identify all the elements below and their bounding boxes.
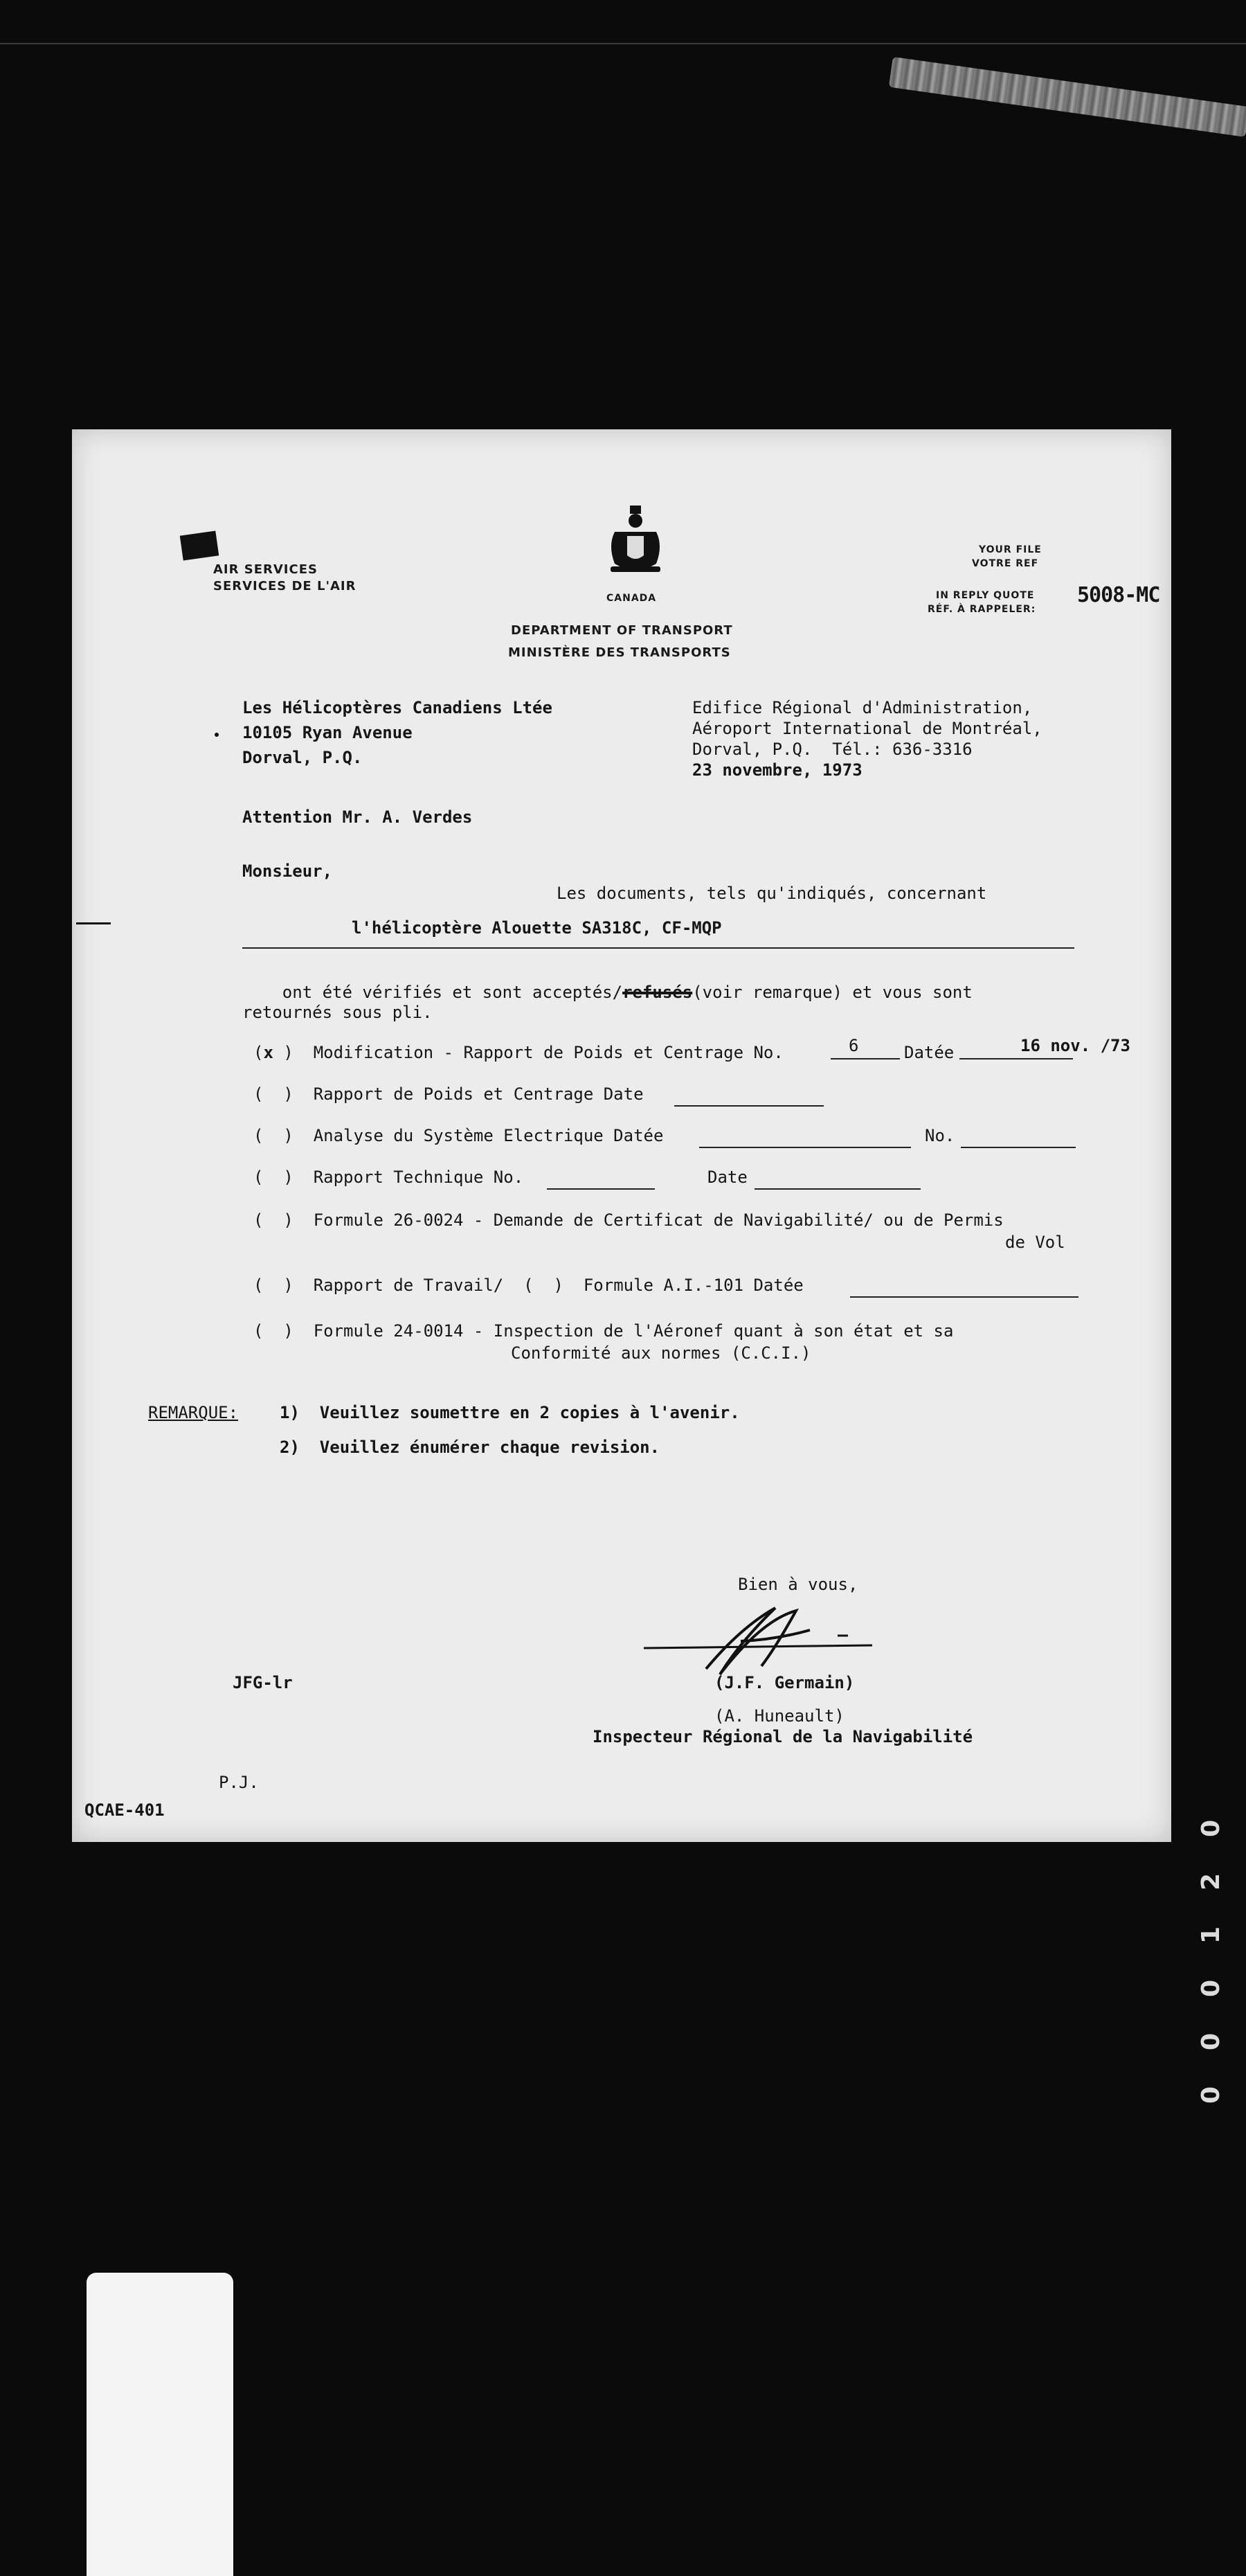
item-1-check[interactable]: x (263, 1043, 273, 1062)
item-1-number: 6 (849, 1036, 859, 1055)
item-7-text: Formule 24-0014 - Inspection de l'Aéronef quant à son état et sa (313, 1321, 954, 1341)
recipient-line-3: Dorval, P.Q. (242, 748, 363, 767)
item-2-rule (674, 1105, 824, 1107)
item-1-date-rule (959, 1058, 1073, 1059)
aircraft-rule (242, 947, 1074, 949)
air-services-label: AIR SERVICES (213, 562, 318, 577)
item-3: ( ) Analyse du Système Electrique Datée (253, 1126, 664, 1145)
signer-name: (J.F. Germain) (714, 1673, 855, 1692)
item-2: ( ) Rapport de Poids et Centrage Date (253, 1084, 644, 1104)
stamp-digit-2: 2 (1197, 1872, 1226, 1891)
recipient-line-1: Les Hélicoptères Canadiens Ltée (242, 698, 552, 717)
body-line-1-a: ont été vérifiés et sont acceptés/ (282, 982, 623, 1002)
recipient-line-2: 10105 Ryan Avenue (242, 723, 413, 742)
aircraft-line: l'hélicoptère Alouette SA318C, CF-MQP (352, 918, 722, 938)
item-3-text: Analyse du Système Electrique Datée (313, 1126, 664, 1145)
item-7: ( ) Formule 24-0014 - Inspection de l'Aéronef quant à son état et sa (253, 1321, 954, 1341)
stamp-digit-4: 0 (1197, 1979, 1226, 1998)
stamp-digit-1: 0 (1197, 1819, 1226, 1838)
sender-line-2: Aéroport International de Montréal, (692, 719, 1042, 738)
item-2-text: Rapport de Poids et Centrage Date (313, 1084, 644, 1104)
department-fr: MINISTÈRE DES TRANSPORTS (508, 645, 731, 660)
item-5: ( ) Formule 26-0024 - Demande de Certificat de Navigabilité/ ou de Permis (253, 1210, 1004, 1230)
body-line-1-b: (voir remarque) et vous sont (692, 982, 973, 1002)
intro-text: Les documents, tels qu'indiqués, concernant (557, 884, 987, 903)
pj-label: P.J. (219, 1773, 259, 1792)
remarque-label: REMARQUE: (148, 1403, 239, 1422)
item-3-date-rule (699, 1147, 911, 1148)
frame-number-stamp (1197, 1814, 1226, 2104)
item-3-no: No. (925, 1126, 955, 1145)
item-6-text-a: Rapport de Travail/ (313, 1276, 504, 1295)
item-4-date-rule (755, 1188, 921, 1190)
item-5-text-2: de Vol (1005, 1233, 1065, 1252)
coat-of-arms-icon (601, 504, 670, 580)
attention-line: Attention Mr. A. Verdes (242, 807, 473, 827)
file-number: 5008-MC (1077, 583, 1160, 607)
ref-rappeler-label: RÉF. À RAPPELER: (928, 604, 1036, 615)
department-en: DEPARTMENT OF TRANSPORT (511, 623, 733, 638)
item-6: ( ) Rapport de Travail/ ( ) Formule A.I.-101 Datée (253, 1276, 804, 1295)
your-file-label: YOUR FILE (979, 544, 1042, 555)
signer-title: Inspecteur Régional de la Navigabilité (593, 1727, 973, 1746)
item-4-text: Rapport Technique No. (313, 1168, 524, 1187)
item-1-number-rule (831, 1058, 900, 1059)
margin-mark (76, 922, 111, 924)
item-1: (x ) Modification - Rapport de Poids et Centrage No. (253, 1043, 784, 1062)
remarque-2: 2) Veuillez énumérer chaque revision. (280, 1438, 660, 1457)
sender-line-1: Edifice Régional d'Administration, (692, 698, 1033, 717)
votre-ref-label: VOTRE REF (972, 558, 1039, 569)
remarque-1: 1) Veuillez soumettre en 2 copies à l'avenir. (280, 1403, 740, 1422)
in-reply-label: IN REPLY QUOTE (936, 590, 1035, 601)
item-3-no-rule (961, 1147, 1076, 1148)
stamp-digit-5: 0 (1197, 2032, 1226, 2051)
services-de-l-air-label: SERVICES DE L'AIR (213, 579, 356, 593)
struck-word: refusés (622, 982, 693, 1002)
item-6-text-b: Formule A.I.-101 Datée (583, 1276, 804, 1295)
item-1-text: Modification - Rapport de Poids et Centrage No. (313, 1043, 784, 1062)
stamp-digit-6: 0 (1197, 2086, 1226, 2104)
per-name: (A. Huneault) (714, 1706, 845, 1726)
signature-mark (637, 1600, 886, 1683)
form-code: QCAE-401 (84, 1800, 165, 1820)
letter-date: 23 novembre, 1973 (692, 760, 863, 780)
item-5-text: Formule 26-0024 - Demande de Certificat de Navigabilité/ ou de Permis (313, 1210, 1004, 1230)
tape-strip (889, 57, 1246, 137)
item-6-rule (850, 1296, 1078, 1298)
item-1-datee: Datée (904, 1043, 955, 1062)
canada-label: CANADA (606, 593, 657, 604)
film-leader-block (87, 2273, 233, 2576)
item-1-date: 16 nov. /73 (1020, 1036, 1130, 1055)
stamp-digit-3: 1 (1197, 1926, 1226, 1944)
letter-page (72, 429, 1171, 1842)
dot-mark (215, 733, 219, 737)
film-edge-line (0, 43, 1246, 44)
item-4-date: Date (707, 1168, 748, 1187)
sender-line-3: Dorval, P.Q. Tél.: 636-3316 (692, 740, 973, 759)
item-4: ( ) Rapport Technique No. (253, 1168, 524, 1187)
salutation: Monsieur, (242, 861, 333, 881)
item-4-no-rule (547, 1188, 655, 1190)
typist-initials: JFG-lr (233, 1673, 293, 1692)
closing: Bien à vous, (738, 1575, 858, 1594)
item-7-text-2: Conformité aux normes (C.C.I.) (511, 1343, 811, 1363)
body-line-2: retournés sous pli. (242, 1003, 433, 1022)
flag-mark-icon (180, 531, 219, 561)
